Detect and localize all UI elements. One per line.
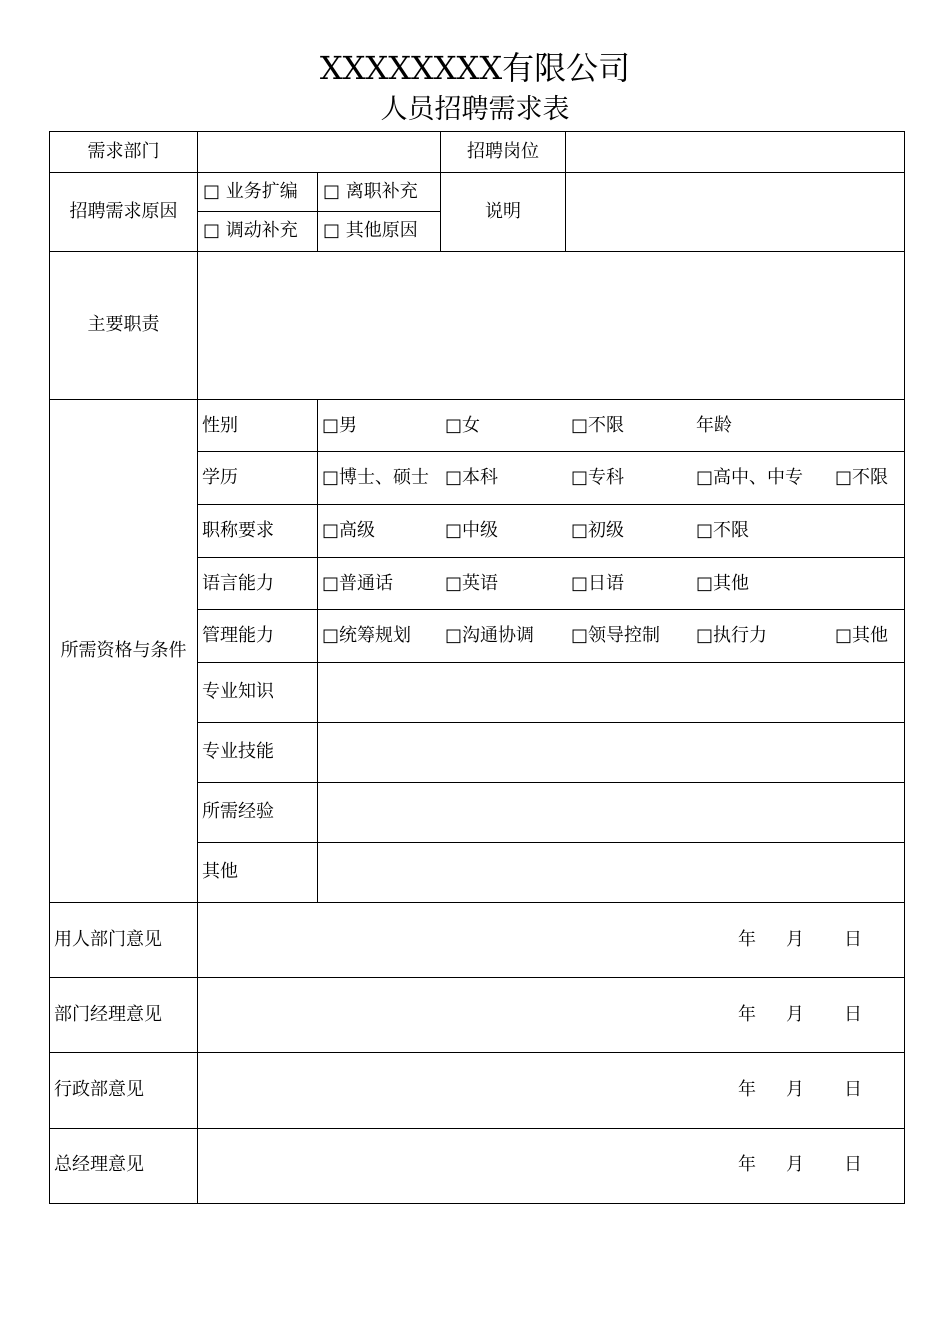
dept-input[interactable] — [203, 141, 433, 163]
approval-admin-year: 年 — [738, 1079, 756, 1100]
form-title: 人员招聘需求表 — [380, 94, 570, 125]
title-intermediate-checkbox[interactable]: □中级 — [445, 520, 499, 541]
title-any-checkbox[interactable]: □不限 — [696, 520, 750, 541]
row-divider — [49, 1128, 905, 1129]
gender-any-checkbox[interactable]: □不限 — [571, 415, 625, 436]
approval-hiring-dept-label: 用人部门意见 — [54, 929, 162, 950]
row-divider — [197, 504, 905, 505]
row-divider — [197, 782, 905, 783]
table-border-left — [49, 131, 50, 1204]
row-divider — [49, 399, 905, 400]
language-label: 语言能力 — [202, 573, 274, 594]
row-divider — [49, 1052, 905, 1053]
gender-male-checkbox[interactable]: □男 — [322, 415, 358, 436]
approval-hiring-dept-year: 年 — [738, 929, 756, 950]
approval-hiring-dept-month: 月 — [786, 929, 804, 950]
row-divider — [49, 977, 905, 978]
dept-label: 需求部门 — [87, 141, 160, 162]
language-other-checkbox[interactable]: □其他 — [696, 573, 750, 594]
education-college-checkbox[interactable]: □专科 — [571, 467, 625, 488]
qualifications-label: 所需资格与条件 — [60, 640, 187, 661]
language-japanese-checkbox[interactable]: □日语 — [571, 573, 625, 594]
management-leadership-checkbox[interactable]: □领导控制 — [571, 625, 661, 646]
gender-female-checkbox[interactable]: □女 — [445, 415, 481, 436]
education-any-checkbox[interactable]: □不限 — [835, 467, 889, 488]
other-input[interactable] — [323, 848, 899, 896]
note-input[interactable] — [571, 181, 899, 243]
skills-input[interactable] — [323, 728, 899, 776]
reason-resignation-checkbox[interactable]: □ 离职补充 — [323, 181, 418, 202]
management-planning-checkbox[interactable]: □统筹规划 — [322, 625, 412, 646]
experience-input[interactable] — [323, 788, 899, 836]
approval-dept-manager-label: 部门经理意见 — [54, 1004, 162, 1025]
approval-dept-manager-day: 日 — [844, 1004, 862, 1025]
experience-label: 所需经验 — [202, 801, 274, 822]
approval-gm-day: 日 — [844, 1154, 862, 1175]
approval-dept-manager-month: 月 — [786, 1004, 804, 1025]
row-divider — [49, 902, 905, 903]
row-divider — [197, 557, 905, 558]
row-divider — [197, 211, 441, 212]
row-divider — [197, 722, 905, 723]
knowledge-label: 专业知识 — [202, 681, 274, 702]
reason-other-checkbox[interactable]: □ 其他原因 — [323, 220, 418, 241]
approval-admin-month: 月 — [786, 1079, 804, 1100]
reason-transfer-checkbox[interactable]: □ 调动补充 — [203, 220, 298, 241]
education-label: 学历 — [202, 467, 238, 488]
duties-label: 主要职责 — [87, 314, 160, 335]
management-other-checkbox[interactable]: □其他 — [835, 625, 889, 646]
title-junior-checkbox[interactable]: □初级 — [571, 520, 625, 541]
row-divider — [49, 172, 905, 173]
language-english-checkbox[interactable]: □英语 — [445, 573, 499, 594]
table-border-top — [49, 131, 905, 132]
row-divider — [197, 609, 905, 610]
approval-gm-label: 总经理意见 — [54, 1154, 144, 1175]
education-highschool-checkbox[interactable]: □高中、中专 — [696, 467, 804, 488]
row-divider — [197, 842, 905, 843]
approval-admin-label: 行政部意见 — [54, 1079, 144, 1100]
skills-label: 专业技能 — [202, 741, 274, 762]
table-border-bottom — [49, 1203, 905, 1204]
approval-admin-day: 日 — [844, 1079, 862, 1100]
management-communication-checkbox[interactable]: □沟通协调 — [445, 625, 535, 646]
row-divider — [197, 662, 905, 663]
approval-dept-manager-year: 年 — [738, 1004, 756, 1025]
company-name: XXXXXXXX有限公司 — [319, 49, 631, 87]
row-divider — [197, 451, 905, 452]
column-divider — [197, 131, 198, 1204]
title-senior-checkbox[interactable]: □高级 — [322, 520, 376, 541]
reason-label: 招聘需求原因 — [69, 201, 178, 222]
gender-label: 性别 — [202, 415, 238, 436]
note-label: 说明 — [485, 201, 521, 222]
row-divider — [49, 251, 905, 252]
column-divider — [317, 172, 318, 252]
position-label: 招聘岗位 — [467, 141, 539, 162]
age-label: 年龄 — [696, 415, 732, 436]
management-execution-checkbox[interactable]: □执行力 — [696, 625, 768, 646]
education-phd-master-checkbox[interactable]: □博士、硕士 — [322, 467, 430, 488]
position-input[interactable] — [571, 141, 899, 163]
table-border-right — [904, 131, 905, 1204]
education-bachelor-checkbox[interactable]: □本科 — [445, 467, 499, 488]
reason-expansion-checkbox[interactable]: □ 业务扩编 — [203, 181, 298, 202]
column-divider — [317, 399, 318, 903]
title-req-label: 职称要求 — [202, 520, 274, 541]
management-label: 管理能力 — [202, 625, 274, 646]
column-divider — [565, 131, 566, 252]
language-mandarin-checkbox[interactable]: □普通话 — [322, 573, 394, 594]
approval-hiring-dept-day: 日 — [844, 929, 862, 950]
knowledge-input[interactable] — [323, 668, 899, 716]
other-label: 其他 — [202, 861, 238, 882]
approval-gm-year: 年 — [738, 1154, 756, 1175]
approval-gm-month: 月 — [786, 1154, 804, 1175]
duties-input[interactable] — [203, 258, 899, 392]
